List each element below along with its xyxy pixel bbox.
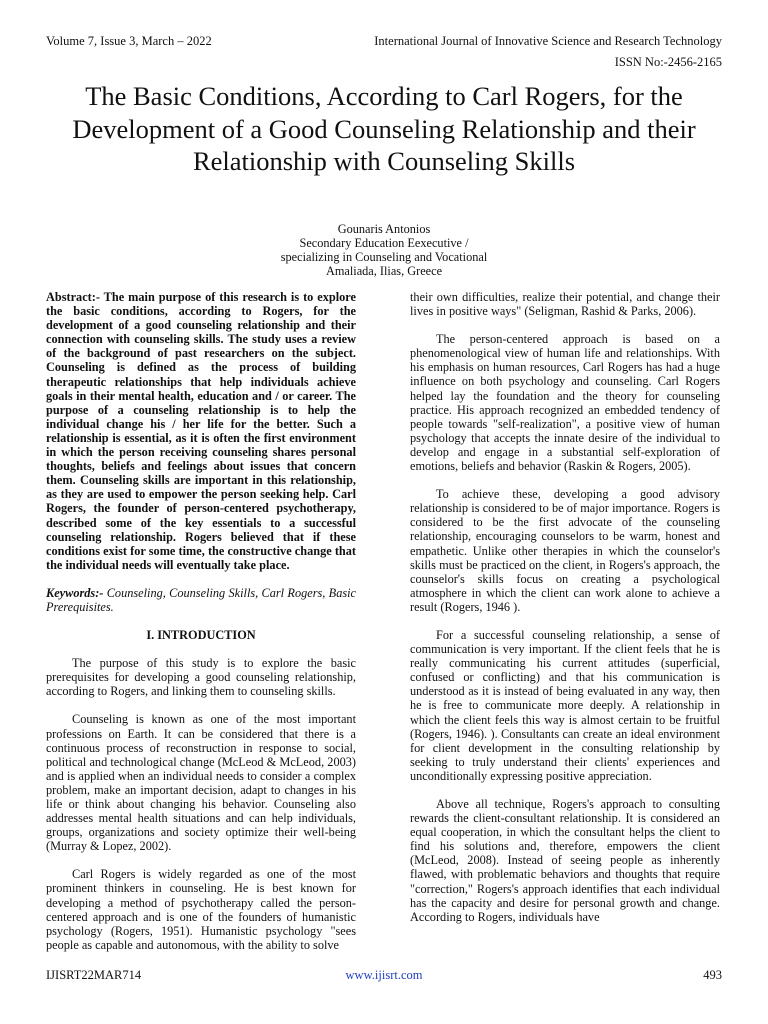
body-paragraph: For a successful counseling relationship, a sense of communication is very important. If the client feels that he is really communicating his current attitudes (superficial, confused or conflicting) and that his communication is understood as it is instead of being evaluated in any way, then he is free to communicate more deeply. A relationship in which the client feels this way is almost certain to be fruitful (Rogers, 1946). ). Consultants can create an ideal environment for client development in the consulting relationship by seeking to truly understand their clients' experiences and unconditionally expressing positive appreciation. (410, 627, 720, 783)
section-heading-introduction: I. INTRODUCTION (146, 628, 256, 643)
author-affiliation-1: Secondary Education Eexecutive / (299, 236, 469, 250)
journal-issn: ISSN No:-2456-2165 (614, 55, 722, 69)
author-name: Gounaris Antonios (337, 222, 431, 236)
body-paragraph: To achieve these, developing a good advisory relationship is considered to be of major importance. Rogers is considered to be the first advocate of the counseling relationship, encouraging counselors to be warm, honest and empathetic. Unlike other therapies in which the counselor's skills must be practiced on the client, in Rogers's approach, the counselor's skills focus on creating a psychological atmosphere in which the client can work alone to achieve a result (Rogers, 1946 ). (410, 487, 720, 614)
author-location: Amaliada, Ilias, Greece (325, 264, 443, 278)
author-block (46, 222, 722, 278)
right-column (410, 290, 720, 938)
body-paragraph: their own difficulties, realize their potential, and change their lives in positive ways" (Seligman, Rashid & Parks, 2006). (410, 290, 720, 319)
keywords-text: Counseling, Counseling Skills, Carl Rogers, Basic Prerequisites. (46, 585, 356, 614)
body-paragraph: The person-centered approach is based on a phenomenological view of human life and relationships. With his emphasis on human resources, Carl Rogers has had a huge influence on both psychology and counseling. Carl Rogers helped lay the foundation and the theory for counseling practice. His approach recognized an embedded tendency of people towards "self-realization", a positive view of human psychology that accepts the innate desire of the individual to develop and engage in a substantial self-exploration of emotions, beliefs and behavior (Raskin & Rogers, 2005). (410, 332, 720, 474)
paper-title: The Basic Conditions, According to Carl Rogers, for the Development of a Good Counseling Relationship and their Relationship with Counseling Skills (72, 81, 696, 176)
journal-website-link[interactable]: www.ijisrt.com (345, 968, 423, 982)
journal-name: International Journal of Innovative Science and Research Technology (374, 34, 722, 48)
abstract: Abstract:- The main purpose of this research is to explore the basic conditions, according to Rogers, for the development of a good counseling relationship and their connection with counseling skills. The study uses a review of the background of past researchers on the subject. Counseling is defined as the process of building therapeutic relationships that help individuals achieve goals in their mental health, education and / or career. The purpose of a counseling relationship is to help the individual change his / her life for the better. Such a relationship is essential, as it is often the first environment in which the person receiving counseling shares personal thoughts, beliefs and feelings about issues that concern them. Counseling skills are important in this relationship, as they are used to empower the person seeking help. Carl Rogers, the founder of person-centered psychotherapy, described some of the key essentials to a successful counseling relationship. Rogers believed that if these conditions exist for some time, the constructive change that the individual needs will eventually take place. (46, 290, 356, 572)
body-paragraph: Counseling is known as one of the most important professions on Earth. It can be considered that there is a continuous process of reconstruction in response to social, political and technological change (McLeod & McLeod, 2003) and is applied when an individual needs to consider a complex problem, make an important decision, adapt to changes in his life or think about changing his behavior. Counseling also addresses mental health situations and can help individuals, groups, organizations and society optimize their well-being (Murray & Lopez, 2002). (46, 712, 356, 854)
author-affiliation-2: specializing in Counseling and Vocational (280, 250, 488, 264)
body-paragraph: The purpose of this study is to explore the basic prerequisites for developing a good counseling relationship, according to Rogers, and linking them to counseling skills. (46, 656, 356, 699)
keywords (46, 586, 356, 614)
journal-volume: Volume 7, Issue 3, March – 2022 (46, 34, 212, 48)
body-paragraph: Above all technique, Rogers's approach to consulting rewards the client-consultant relationship. It is considered an equal cooperation, in which the consultant helps the client to find his solutions and, therefore, empowers the client (McLeod, 2008). Instead of seeing people as inherently flawed, with problematic behaviors and thoughts that require "correction," Rogers's approach identifies that each individual has the capacity and desire for personal growth and change. According to Rogers, individuals have (410, 797, 720, 924)
keywords-label: Keywords:- (46, 585, 104, 600)
paper-id: IJISRT22MAR714 (46, 968, 142, 982)
page-number: 493 (703, 968, 722, 982)
left-column (46, 290, 356, 966)
body-paragraph: Carl Rogers is widely regarded as one of the most prominent thinkers in counseling. He is best known for developing a method of psychotherapy called the person-centered approach and is one of the founders of humanistic psychology (Rogers, 1951). Humanistic psychology "sees people as capable and autonomous, with the ability to solve (46, 867, 356, 952)
